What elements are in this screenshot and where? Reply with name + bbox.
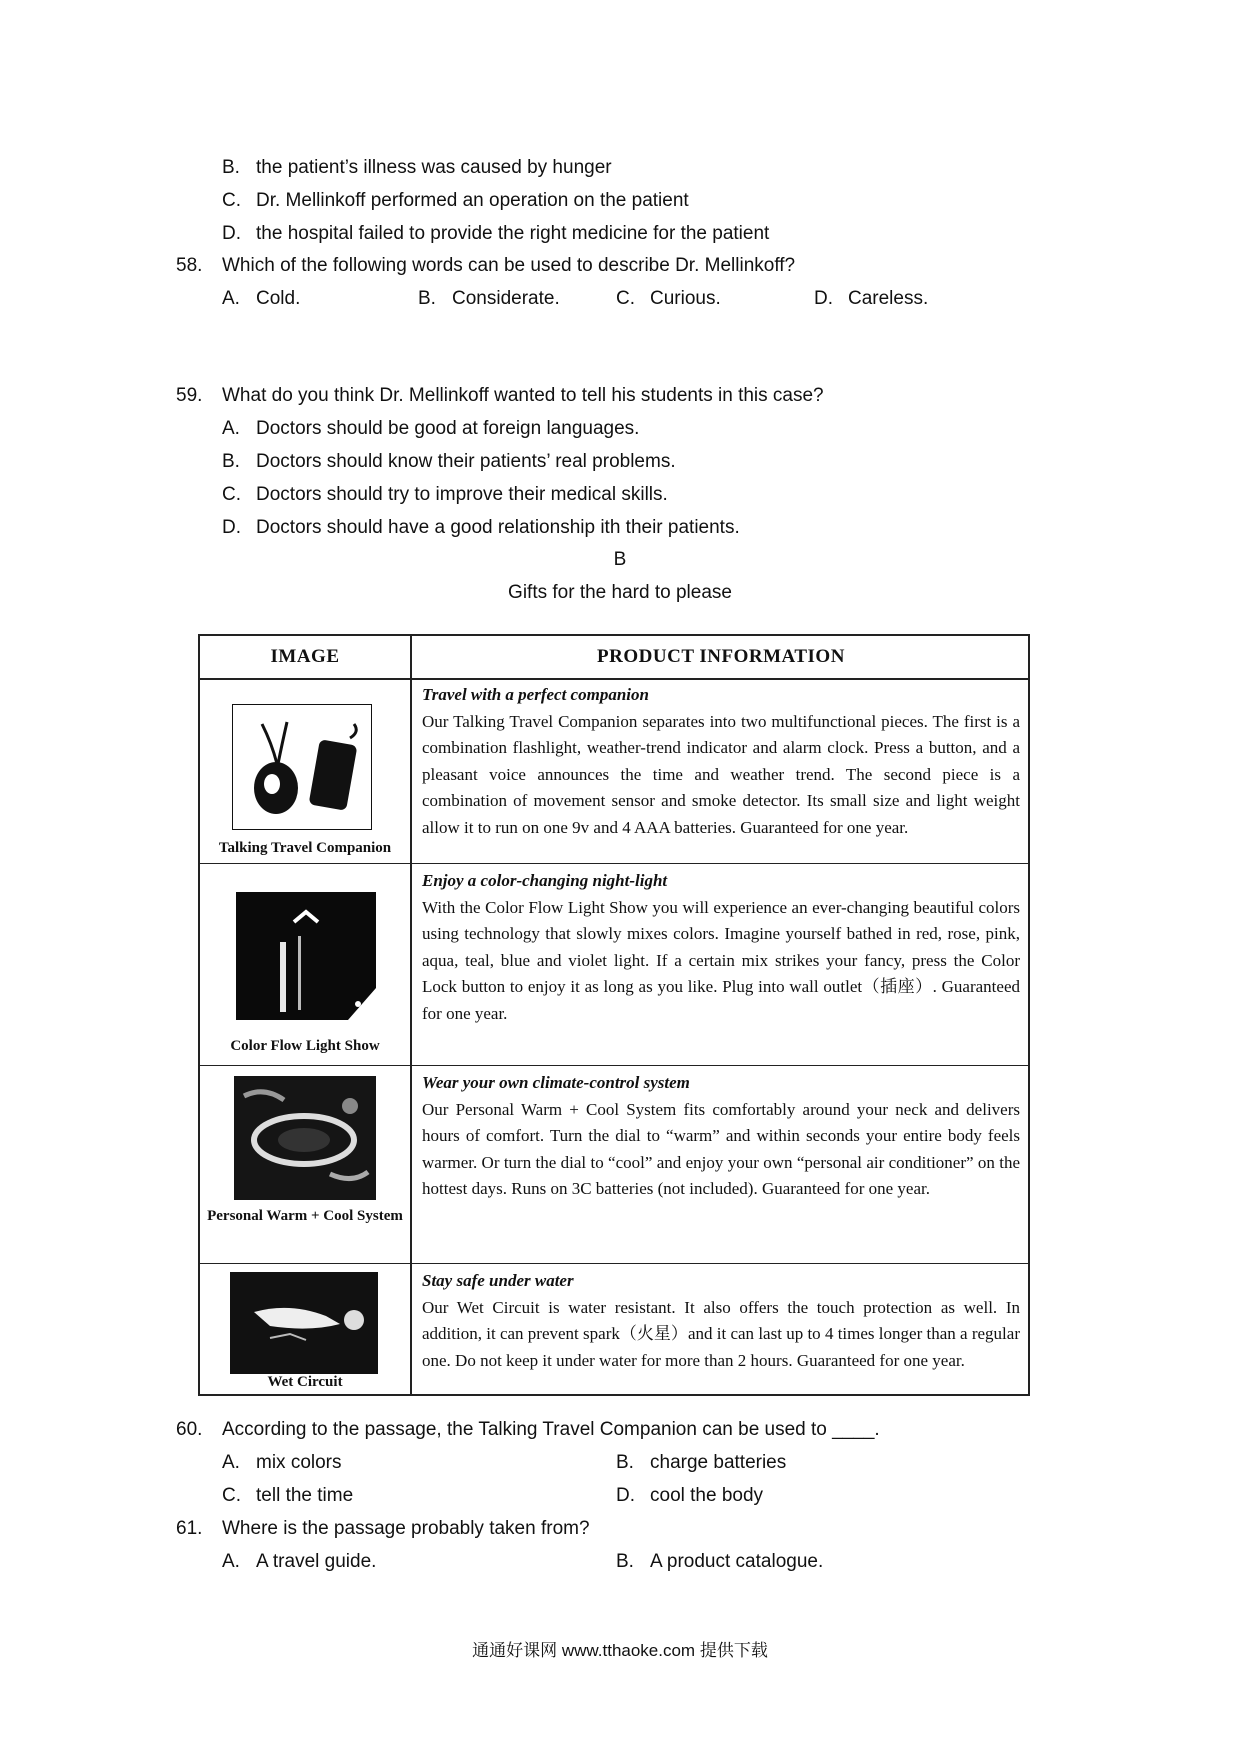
product-description: Our Personal Warm + Cool System fits comfortably around your neck and delivers hours of comfort. Turn the dial to “warm” and within seconds your entire body feels warmer. Or turn the dial to “cool” and enjoy your own “personal air conditioner” on the hottest days. Runs on 3C batteries (not included). Guaranteed for one year.	[422, 1099, 1020, 1198]
option-text: Doctors should have a good relationship ith their patients.	[256, 517, 740, 538]
q57-option-d	[222, 222, 769, 246]
product-description: With the Color Flow Light Show you will experience an ever-changing beautiful colors using technology that slowly mixes colors. Imagine yourself bathed in red, rose, pink, aqua, teal, blue and violet light. If a certain mix strikes your fancy, press the Color Lock button to enjoy it as long as you like. Plug into wall outlet（插座）. Guaranteed for one year.	[422, 897, 1020, 1023]
option-text: Doctors should know their patients’ real problems.	[256, 451, 676, 472]
option-text: Considerate.	[452, 288, 560, 309]
product-caption: Wet Circuit	[267, 1374, 343, 1390]
q58-option-a	[222, 287, 300, 311]
option-letter: D.	[616, 1485, 635, 1506]
option-text: Doctors should try to improve their medical skills.	[256, 484, 668, 505]
option-text: Careless.	[848, 288, 929, 309]
table-row	[200, 1264, 1028, 1398]
option-text: the hospital failed to provide the right medicine for the patient	[256, 223, 770, 244]
option-text: the patient’s illness was caused by hunger	[256, 157, 612, 178]
q60-option-b	[616, 1451, 786, 1475]
option-letter: C.	[222, 484, 241, 505]
option-text: Cold.	[256, 288, 301, 309]
product-info	[422, 1070, 1020, 1203]
question-number: 58.	[176, 255, 203, 276]
image-cell	[200, 864, 410, 1065]
product-title: Enjoy a color-changing night-light	[422, 871, 668, 890]
question-number: 61.	[176, 1518, 203, 1539]
q59-option-d	[222, 516, 740, 540]
product-description: Our Wet Circuit is water resistant. It also offers the touch protection as well. In addition, it can prevent spark（火星）and it can last up to 4 times longer than a regular one. Do not keep it under water for more than 2 hours. Guaranteed for one year.	[422, 1297, 1020, 1370]
wet-circuit-image	[230, 1272, 378, 1374]
header-product-information: PRODUCT INFORMATION	[597, 646, 845, 667]
section-title: Gifts for the hard to please	[508, 582, 732, 603]
product-title: Travel with a perfect companion	[422, 685, 649, 704]
option-text: Dr. Mellinkoff performed an operation on the patient	[256, 190, 689, 211]
option-letter: C.	[222, 1485, 241, 1506]
q60-question	[176, 1418, 880, 1442]
option-letter: B.	[222, 157, 240, 178]
option-letter: A.	[222, 418, 240, 439]
option-text: Curious.	[650, 288, 721, 309]
question-text: Which of the following words can be used to describe Dr. Mellinkoff?	[222, 255, 796, 276]
q57-option-c	[222, 189, 689, 213]
color-flow-light-image	[236, 892, 376, 1020]
header-image: IMAGE	[270, 646, 340, 667]
option-letter: B.	[418, 288, 436, 309]
q59-option-c	[222, 483, 668, 507]
option-letter: B.	[222, 451, 240, 472]
option-text: charge batteries	[650, 1452, 787, 1473]
image-cell	[200, 678, 410, 863]
product-description: Our Talking Travel Companion separates into two multifunctional pieces. The first is a combination flashlight, weather-trend indicator and alarm clock. Press a button, and a pleasant voice announces the time and weather trend. The second piece is a combination of movement sensor and smoke detector. Its small size and light weight allow it to run on one 9v and 4 AAA batteries. Guaranteed for one year.	[422, 711, 1020, 837]
product-title: Wear your own climate-control system	[422, 1073, 690, 1092]
image-cell	[200, 1066, 410, 1263]
q60-option-a	[222, 1451, 342, 1475]
product-info	[422, 868, 1020, 1027]
q61-option-b	[616, 1550, 823, 1574]
product-info	[422, 1268, 1020, 1374]
q58-question	[176, 254, 795, 278]
product-table	[198, 634, 1030, 1396]
question-text: Where is the passage probably taken from?	[222, 1518, 590, 1539]
option-letter: D.	[222, 517, 241, 538]
q59-option-b	[222, 450, 676, 474]
page-footer: 通通好课网 www.tthaoke.com 提供下载	[472, 1641, 768, 1660]
option-text: Doctors should be good at foreign languages.	[256, 418, 640, 439]
option-letter: A.	[222, 1452, 240, 1473]
question-number: 60.	[176, 1419, 203, 1440]
question-text: What do you think Dr. Mellinkoff wanted to tell his students in this case?	[222, 385, 824, 406]
option-letter: B.	[616, 1551, 634, 1572]
q59-question	[176, 384, 824, 408]
image-cell	[200, 1264, 410, 1398]
option-letter: B.	[616, 1452, 634, 1473]
option-letter: C.	[616, 288, 635, 309]
q58-option-b	[418, 287, 560, 311]
product-caption: Talking Travel Companion	[218, 840, 392, 856]
question-text: According to the passage, the Talking Travel Companion can be used to ____.	[222, 1419, 880, 1440]
table-row	[200, 864, 1028, 1066]
option-text: mix colors	[256, 1452, 342, 1473]
option-text: A product catalogue.	[650, 1551, 824, 1572]
product-caption: Personal Warm + Cool System	[207, 1208, 403, 1224]
q61-option-a	[222, 1550, 376, 1574]
option-text: A travel guide.	[256, 1551, 377, 1572]
warm-cool-system-image	[234, 1076, 376, 1200]
option-text: cool the body	[650, 1485, 764, 1506]
q58-option-c	[616, 287, 721, 311]
table-row	[200, 1066, 1028, 1264]
q60-option-d	[616, 1484, 763, 1508]
section-label: B	[613, 549, 627, 570]
q61-question	[176, 1517, 590, 1541]
option-letter: A.	[222, 1551, 240, 1572]
product-info	[422, 682, 1020, 841]
question-number: 59.	[176, 385, 203, 406]
q57-option-b	[222, 156, 612, 180]
product-title: Stay safe under water	[422, 1271, 574, 1290]
option-letter: C.	[222, 190, 241, 211]
table-header	[200, 636, 1028, 680]
option-text: tell the time	[256, 1485, 354, 1506]
table-row	[200, 678, 1028, 864]
option-letter: A.	[222, 288, 240, 309]
travel-companion-image	[232, 704, 372, 830]
q60-option-c	[222, 1484, 353, 1508]
option-letter: D.	[222, 223, 241, 244]
q59-option-a	[222, 417, 639, 441]
product-caption: Color Flow Light Show	[230, 1038, 380, 1054]
q58-option-d	[814, 287, 928, 311]
option-letter: D.	[814, 288, 833, 309]
